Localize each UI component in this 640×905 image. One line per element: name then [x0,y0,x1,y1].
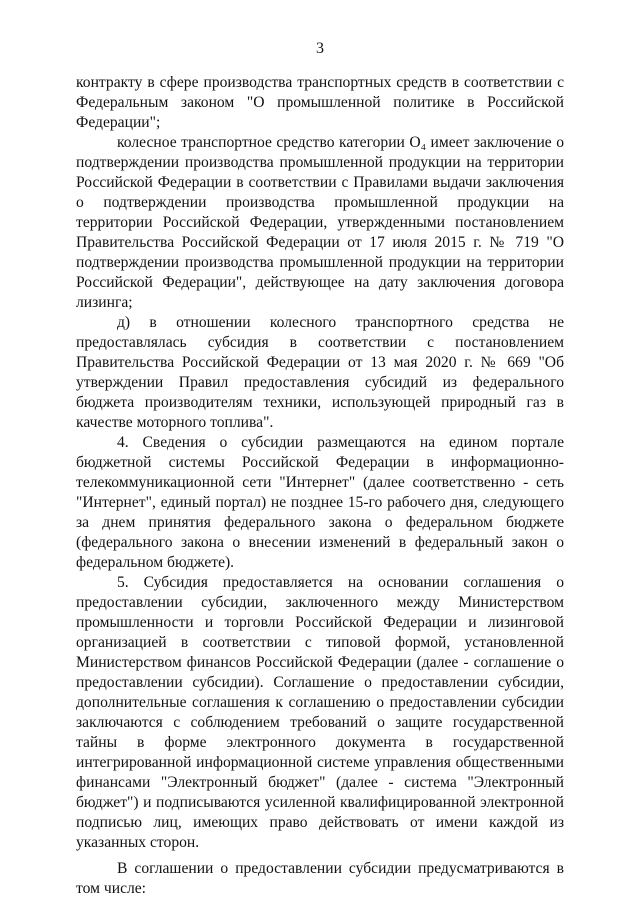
paragraph-item-4: 4. Сведения о субсидии размещаются на едином портале бюджетной системы Российской Федерации в информационно-телекоммуникационной сети "Интернет" (далее соответственно - сеть "Интернет", единый портал) не позднее 15-го рабочего дня, следующего за днем принятия федерального закона о федеральном бюджете (федерального закона о внесении изменений в федеральный закон о федеральном бюджете). [76,434,564,571]
paragraph-vehicle-o4-conclusion: колесное транспортное средство категории O₄ имеет заключение о подтверждении производства промышленной продукции на территории Российской Федерации в соответствии с Правилами выдачи заключения о подтверждении производства промышленной продукции на территории Российской Федерации, утвержденными постановлением Правительства Российской Федерации от 17 июля 2015 г. № 719 "О подтверждении производства промышленной продукции на территории Российской Федерации", действующее на дату заключения договора лизинга; [76,134,564,311]
paragraph-contract-continuation: контракту в сфере производства транспортных средств в соответствии с Федеральным законом "О промышленной политике в Российской Федерации"; [76,74,564,131]
paragraph-agreement-provisions: В соглашении о предоставлении субсидии предусматриваются в том числе: [76,860,564,897]
paragraph-item-d: д) в отношении колесного транспортного средства не предоставлялась субсидия в соответствии с постановлением Правительства Российской Федерации от 13 мая 2020 г. № 669 "Об утверждении Правил предоставления субсидий из федерального бюджета производителям техники, использующей природный газ в качестве моторного топлива". [76,314,564,431]
document-body [76,73,564,899]
paragraph-item-5: 5. Субсидия предоставляется на основании соглашения о предоставлении субсидии, заключенного между Министерством промышленности и торговли Российской Федерации и лизинговой организацией в соответствии с типовой формой, установленной Министерством финансов Российской Федерации (далее - соглашение о предоставлении субсидии). Соглашение о предоставлении субсидии, дополнительные соглашения к соглашению о предоставлении субсидии заключаются с соблюдением требований о защите государственной тайны в форме электронного документа в государственной интегрированной информационной системе управления общественными финансами "Электронный бюджет" (далее - система "Электронный бюджет") и подписываются усиленной квалифицированной электронной подписью лиц, имеющих право действовать от имени каждой из указанных сторон. [76,574,564,851]
page-number: 3 [316,40,324,57]
